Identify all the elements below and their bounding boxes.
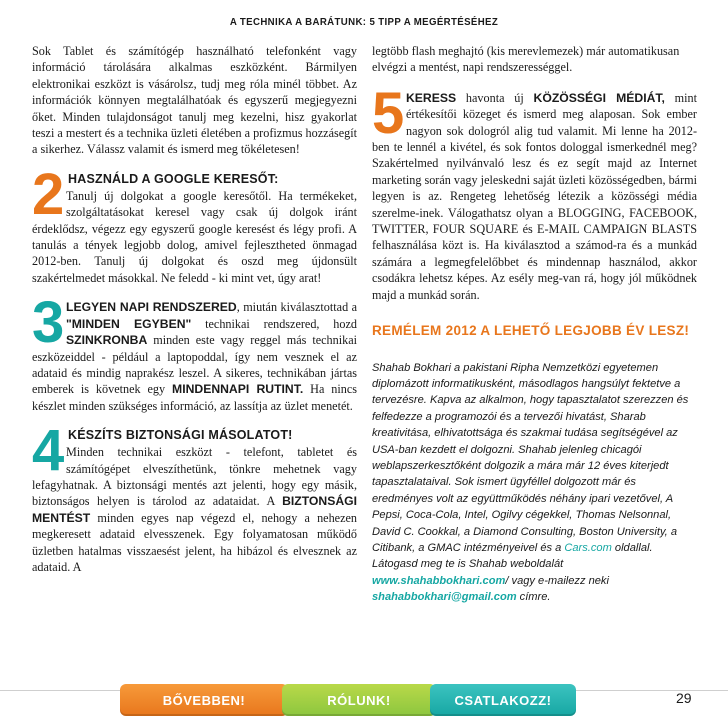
page-number: 29	[676, 690, 692, 706]
tip-number-2: 2	[32, 161, 65, 227]
tip-5-keyword: KERESS	[406, 90, 457, 105]
tip-3-heading: LEGYEN NAPI RENDSZERED	[66, 300, 237, 315]
tip-4-highlight: BIZTONSÁGI MENTÉST	[32, 494, 357, 525]
tip-number-5: 5	[372, 80, 405, 146]
tip-4	[32, 418, 357, 575]
tip-4-text: minden egyes nap végezd el, nehogy a nehezen megkeresett adataid elvesszenek. Egy folyamatosan működő üzletben hatalmas visszaesést jelent, ha hibázol és elvesznek az adataid. A	[32, 510, 357, 574]
tip-4-body	[32, 444, 357, 575]
tip-3-text: Ha nincs készlet minden szükséges információ, az lassítja az üzlet menetét.	[32, 382, 357, 413]
page-header-title: A TECHNIKA A BARÁTUNK: 5 TIPP A MEGÉRTÉSÉHEZ	[229, 16, 499, 28]
bio-text: Shahab Bokhari a pakistani Ripha Nemzetközi egyetemen diplomázott informatikusként, másodlagos hangsúlyt fektetve a tervezésre. Kapva az alkalmon, hogy tapasztalatot szerezzen és felfedezze a programozói és a tervezői hivatást, Sharab kreativitása, elhivatottsága és szakmai tudása segítségével az USA-ban kezdett el dolgozni. Shahab jelenleg chicagói weblapszerkesztőként dolgozik a mára már 12 éves kiterjedt tapasztalataival. Sok ismert ügyféllel dolgozott már és eredményes volt az együttműködés néhány ipari vezetővel, A Pepsi, Coca-Cola, Intel, Ogilvy cégekkel, Thomas Nelsonnal, David C. Cookkal, a Diamond Consulting, Boston University, a Citibank, a GMAC intézményeivel és a	[372, 361, 689, 554]
email-link[interactable]: shahabbokhari@gmail.com	[372, 591, 517, 604]
join-button[interactable]: CSATLAKOZZ!	[430, 684, 576, 716]
tip-3-highlight: "MINDEN EGYBEN"	[66, 316, 192, 331]
tip-3-highlight: SZINKRONBA	[66, 333, 148, 348]
tip-3-text: , miután kiválasztottad a	[236, 300, 357, 315]
right-intro-paragraph: legtöbb flash meghajtó (kis merevlemezek) már automatikusan elvégzi a mentést, napi rendszerességgel.	[372, 44, 680, 75]
intro-paragraph: Sok Tablet és számítógép használható telefonként vagy információ tárolására alkalmas eszközként. Bármilyen elektronikai eszközt is vásárolsz, tudj meg róla minél többet. Az információk könnyen megtalálhatóak és egyszerű megjegyezni őket. Minden tulajdonságot tanulj meg kezelni, hisz gyakorlat teszi a mestert és a technika üzleti életében a profizmus hozzásegít a sikerhez. Válassz valamit és ismerd meg tökéletesen!	[32, 44, 357, 157]
right-column	[372, 43, 697, 606]
tip-2	[32, 161, 357, 286]
cars-com-link[interactable]: Cars.com	[564, 541, 612, 554]
bio-text: oldallal. Látogasd meg te is Shahab weboldalát	[372, 541, 653, 571]
closing-headline: REMÉLEM 2012 A LEHETŐ LEGJOBB ÉV LESZ!	[372, 323, 690, 339]
tip-5-text: mint értékesítői közeget és ismerd meg alaposan. Sok ember nagyon sok dologról alig tud valamit. Mi lenne ha 2012-ben te lennél a kivétel, és sok fontos dologgal ismerkednél meg? Szakértelmed nyilvánvaló lesz és ez segít majd az Internet marketing során vagy jeleskedni saját üzleti közösségedben, bármi legyen is az. Rengeteg lehetőség létezik a közösségi média szerelme-inek. Válogathatsz olyan a BLOGGING, FACEBOOK, TWITTER, FOUR SQUARE és E-MAIL CAMPAIGN BLASTS felhasználása közt is. Ha kiválasztod a számod-ra és a munkád számára a legmegfelelőbbet és mindennap használod, akkor csodákra lehetsz képes. Az esély meg-van rá, hogy jól működnek majd a munkád során.	[372, 90, 697, 302]
tip-5-text: havonta új	[456, 90, 534, 105]
tip-3-body	[32, 290, 357, 414]
bio-text: címre.	[516, 591, 551, 604]
tip-3-text: technikai rendszered, hozd	[191, 316, 357, 331]
tip-5	[372, 80, 697, 303]
author-bio	[372, 360, 697, 606]
tip-2-heading: HASZNÁLD A GOOGLE KERESŐT:	[68, 171, 279, 186]
tip-4-text: Minden technikai eszközt - telefont, tabletet és számítógépet elveszíthetünk, tönkre mehetnek vagy lefagyhatnak. A biztonsági mentés azt jelenti, hogy egy másik, biztonságos helyen is tárolod az adataidat. A	[32, 445, 357, 509]
tip-5-keyword: KÖZÖSSÉGI MÉDIÁT,	[533, 90, 665, 105]
website-link[interactable]: www.shahabbokhari.com	[372, 574, 506, 587]
tip-number-3: 3	[32, 290, 65, 356]
tip-5-body	[372, 80, 697, 303]
tip-3	[32, 290, 357, 414]
tip-2-body: Tanulj új dolgokat a google keresőtől. Ha termékeket, szolgáltatásokat keresel vagy csak új dolgok iránt érdeklődsz, végezz egy egyszerű google keresést és légy profi. A tanulás a tények legjobb dolog, amivel fejlesztheted önmagad 2012-ben. Tanulj új dolgokat és oszd meg újdonsült szakértelmedet másokkal. Ne feledd - ki mint vet, úgy arat!	[32, 188, 357, 285]
tip-number-4: 4	[32, 418, 65, 484]
about-us-button[interactable]: RÓLUNK!	[282, 684, 436, 716]
more-button[interactable]: BŐVEBBEN!	[120, 684, 288, 716]
tip-3-text: minden este vagy reggel más technikai eszközeiddel - például a laptopoddal, így nem vesznek el az adataid és mindig naprakész leszel. A sikeres, technikában jártas emberek is követnek egy	[32, 333, 357, 397]
tip-4-heading: KÉSZÍTS BIZTONSÁGI MÁSOLATOT!	[68, 428, 293, 443]
bio-text: / vagy e-mailezz neki	[505, 574, 609, 587]
tip-3-highlight: MINDENNAPI RUTINT.	[172, 382, 304, 397]
left-column	[32, 43, 357, 575]
